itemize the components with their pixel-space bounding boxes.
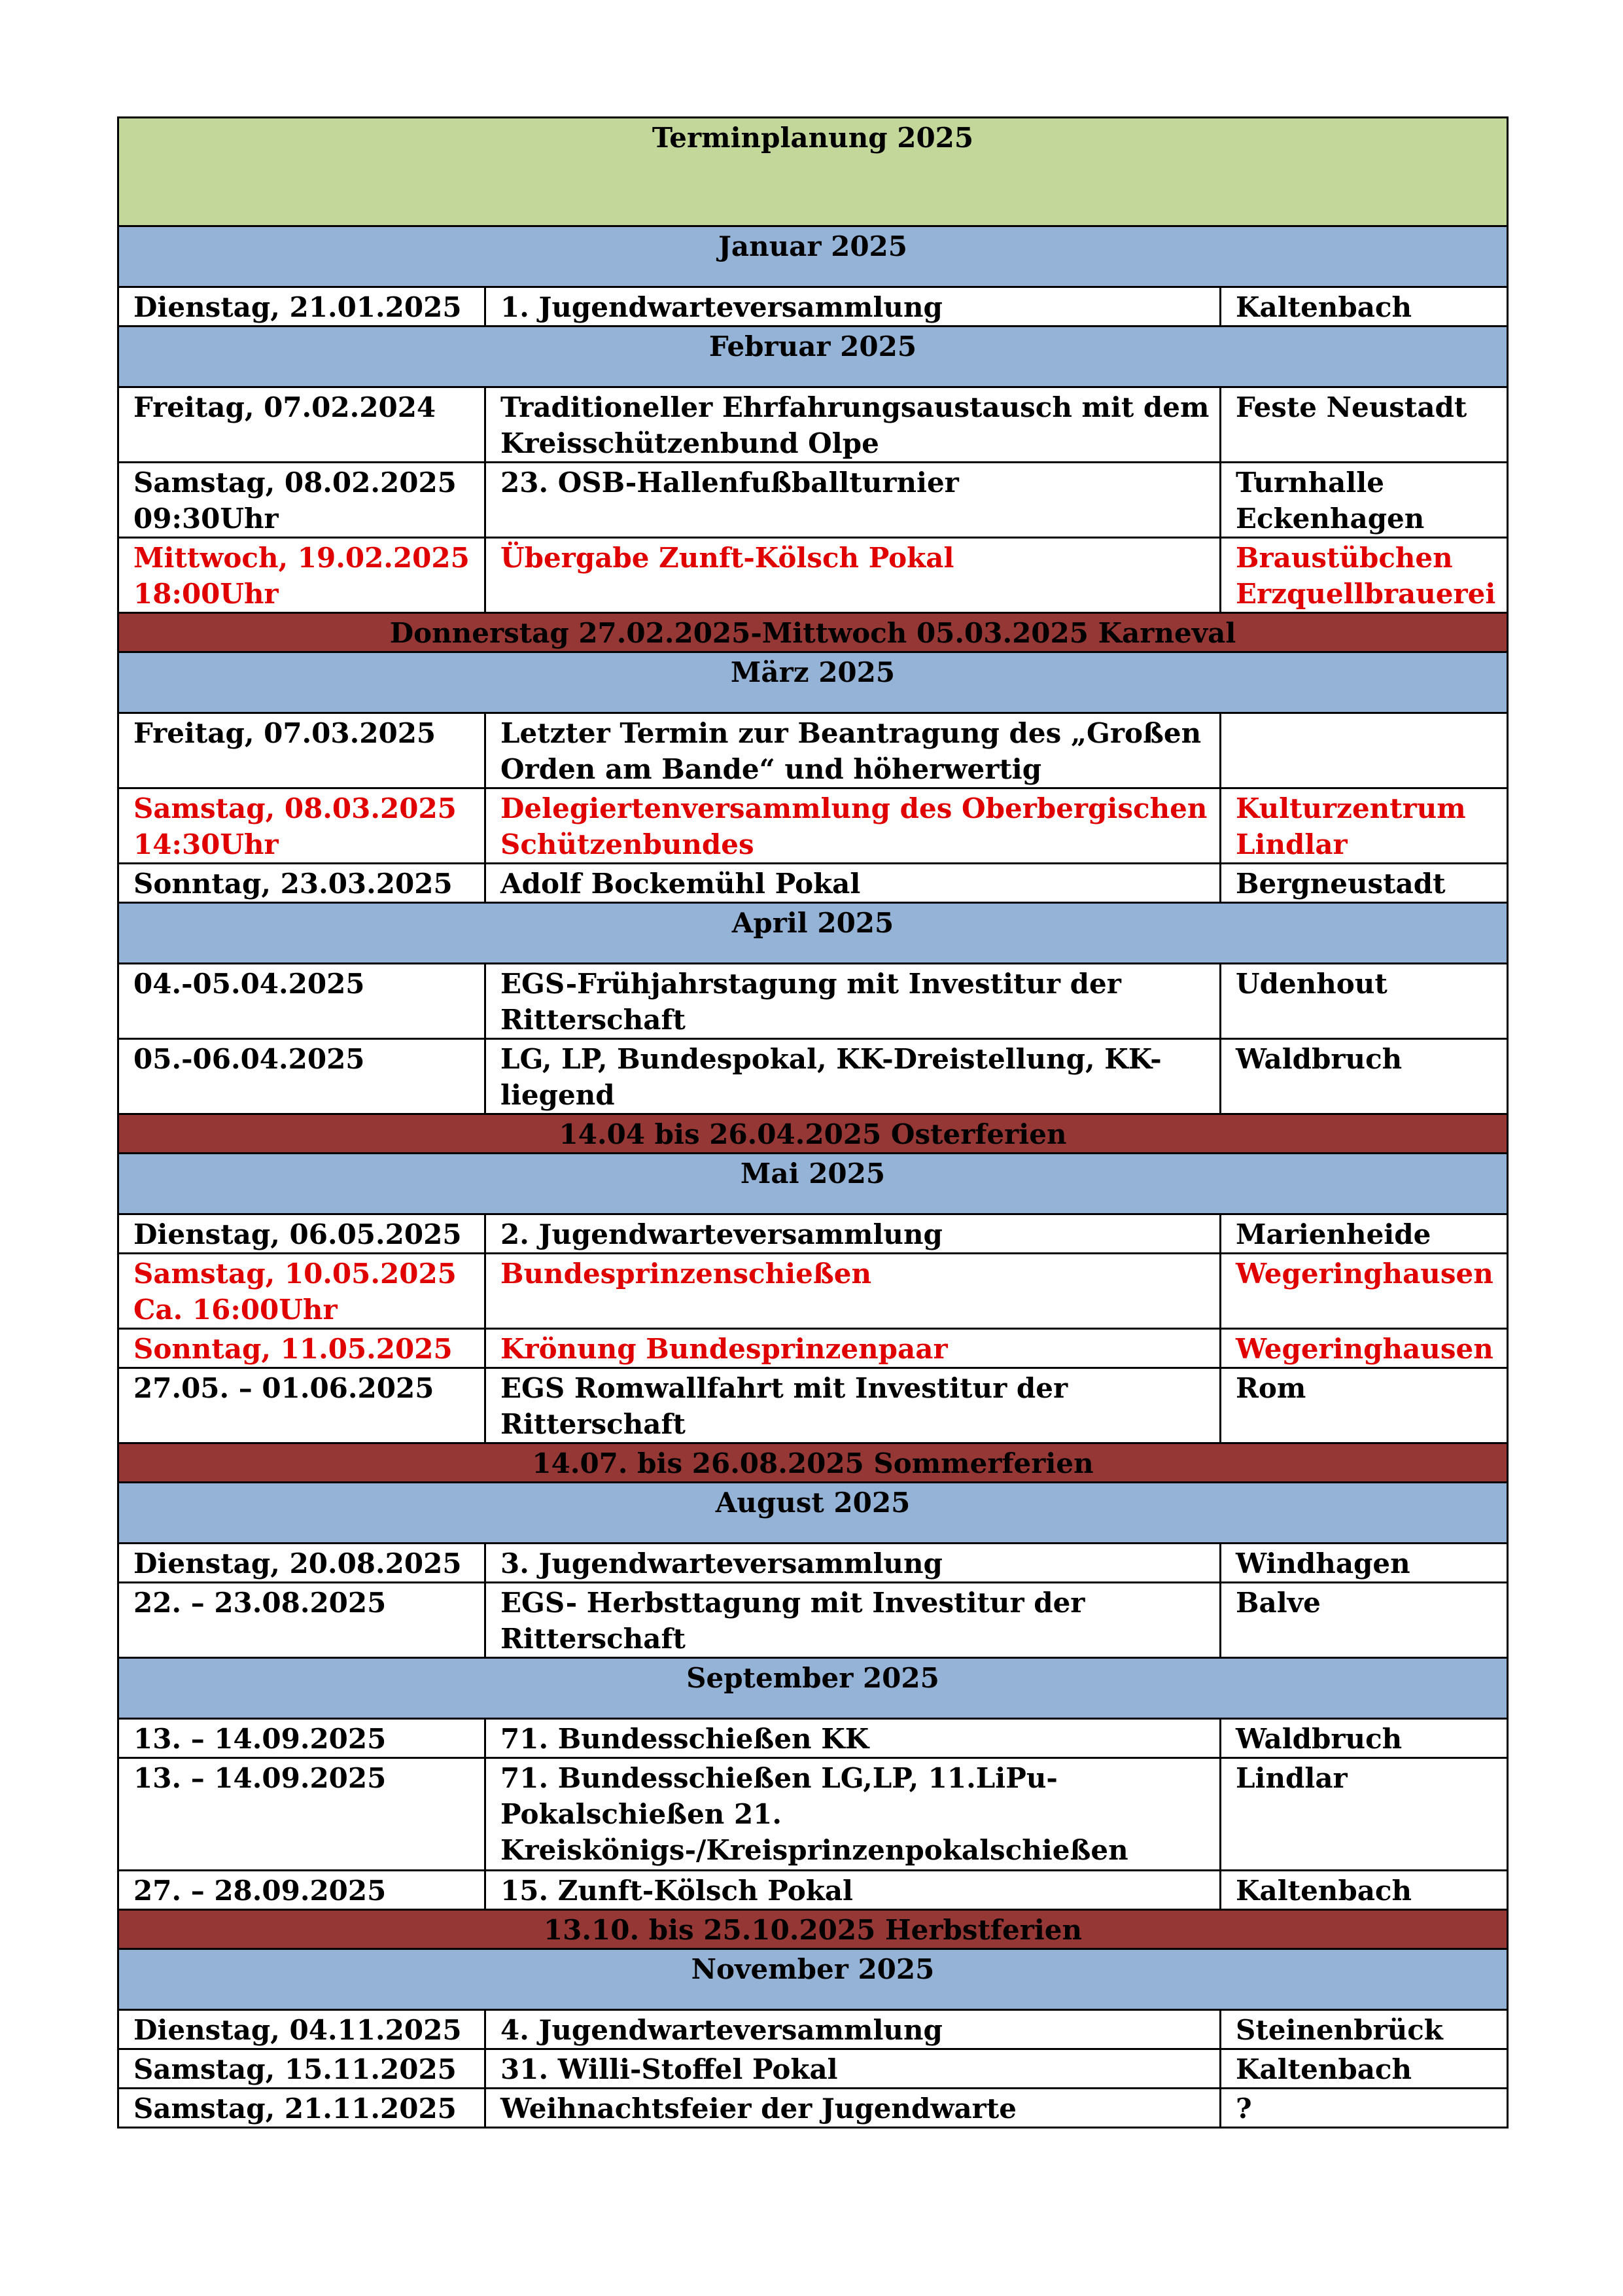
- event-title-text: LG, LP, Bundespokal, KK-Dreistellung, KK-liegend: [500, 1043, 1162, 1111]
- event-row: [118, 1254, 1508, 1329]
- event-title: [485, 864, 1221, 903]
- event-date: [118, 1719, 485, 1758]
- event-title: [485, 387, 1221, 463]
- event-title: [485, 1544, 1221, 1583]
- event-title: [485, 2049, 1221, 2089]
- event-location: [1221, 788, 1508, 864]
- event-location: [1221, 1254, 1508, 1329]
- event-row: [118, 864, 1508, 903]
- event-location: [1221, 1583, 1508, 1658]
- event-date-text: Samstag, 08.03.2025 14:30Uhr: [133, 792, 457, 860]
- event-title: [485, 788, 1221, 864]
- event-title-text: Traditioneller Ehrfahrungsaustausch mit dem Kreisschützenbund Olpe: [500, 391, 1210, 459]
- event-title: [485, 1871, 1221, 1910]
- event-date-text: Samstag, 21.11.2025: [133, 2093, 457, 2125]
- event-title-text: 2. Jugendwarteversammlung: [500, 1218, 943, 1250]
- event-date: [118, 1871, 485, 1910]
- event-location-text: Wegeringhausen: [1236, 1333, 1493, 1365]
- event-title: [485, 1039, 1221, 1114]
- event-title-text: 71. Bundesschießen KK: [500, 1723, 869, 1755]
- event-date: [118, 1758, 485, 1871]
- event-location: [1221, 387, 1508, 463]
- month-row: [118, 1154, 1508, 1214]
- event-row: [118, 1544, 1508, 1583]
- event-title: [485, 1583, 1221, 1658]
- event-date-text: 04.-05.04.2025: [133, 968, 365, 1000]
- event-date: [118, 538, 485, 613]
- event-location: [1221, 2049, 1508, 2089]
- month-heading: Mai 2025: [118, 1154, 1508, 1214]
- event-title-text: EGS Romwallfahrt mit Investitur der Ritterschaft: [500, 1372, 1068, 1440]
- event-date-text: Dienstag, 20.08.2025: [133, 1547, 462, 1580]
- event-location-text: Kaltenbach: [1236, 291, 1412, 323]
- event-row: [118, 463, 1508, 538]
- event-row: [118, 1719, 1508, 1758]
- event-title-text: 3. Jugendwarteversammlung: [500, 1547, 943, 1580]
- title-row: [118, 118, 1508, 226]
- month-row: [118, 1658, 1508, 1719]
- event-row: [118, 1039, 1508, 1114]
- holiday-banner-row: [118, 1114, 1508, 1154]
- event-title-text: 71. Bundesschießen LG,LP, 11.LiPu-Pokalschießen 21. Kreiskönigs-/Kreisprinzenpokalschießen: [500, 1762, 1128, 1866]
- event-location-text: ?: [1236, 2093, 1252, 2125]
- event-date: [118, 2089, 485, 2128]
- event-location-text: Kaltenbach: [1236, 2053, 1412, 2085]
- event-location-text: Waldbruch: [1236, 1043, 1403, 1075]
- event-title: [485, 964, 1221, 1039]
- month-row: [118, 652, 1508, 713]
- holiday-banner-row: [118, 613, 1508, 652]
- event-date-text: 13. – 14.09.2025: [133, 1762, 387, 1794]
- month-heading: September 2025: [118, 1658, 1508, 1719]
- event-date: [118, 1039, 485, 1114]
- event-location-text: Lindlar: [1236, 1762, 1348, 1794]
- month-heading: Januar 2025: [118, 226, 1508, 287]
- event-date: [118, 788, 485, 864]
- event-location-text: Feste Neustadt: [1236, 391, 1467, 423]
- event-location: [1221, 538, 1508, 613]
- month-row: [118, 1949, 1508, 2010]
- event-date-text: Samstag, 10.05.2025 Ca. 16:00Uhr: [133, 1258, 457, 1326]
- event-row: [118, 1871, 1508, 1910]
- event-date: [118, 2010, 485, 2049]
- event-title: [485, 463, 1221, 538]
- event-title: [485, 1758, 1221, 1871]
- event-title: [485, 1254, 1221, 1329]
- event-row: [118, 1583, 1508, 1658]
- event-location-text: Rom: [1236, 1372, 1306, 1404]
- event-location-text: Turnhalle Eckenhagen: [1236, 467, 1425, 535]
- event-row: [118, 1329, 1508, 1368]
- event-date-text: Sonntag, 23.03.2025: [133, 868, 453, 900]
- month-heading: August 2025: [118, 1483, 1508, 1544]
- event-title-text: Adolf Bockemühl Pokal: [500, 868, 861, 900]
- event-location: [1221, 713, 1508, 788]
- event-location-text: Waldbruch: [1236, 1723, 1403, 1755]
- event-date-text: 05.-06.04.2025: [133, 1043, 365, 1075]
- event-title-text: Weihnachtsfeier der Jugendwarte: [500, 2093, 1017, 2125]
- month-row: [118, 226, 1508, 287]
- holiday-banner: 13.10. bis 25.10.2025 Herbstferien: [118, 1910, 1508, 1949]
- event-title: [485, 1214, 1221, 1254]
- event-row: [118, 538, 1508, 613]
- event-title: [485, 2010, 1221, 2049]
- event-date: [118, 864, 485, 903]
- event-date: [118, 287, 485, 327]
- event-location-text: Windhagen: [1236, 1547, 1410, 1580]
- event-date-text: Dienstag, 06.05.2025: [133, 1218, 462, 1250]
- event-location-text: Bergneustadt: [1236, 868, 1446, 900]
- event-title: [485, 2089, 1221, 2128]
- holiday-banner: 14.07. bis 26.08.2025 Sommerferien: [118, 1443, 1508, 1483]
- event-location-text: Marienheide: [1236, 1218, 1431, 1250]
- schedule-body: [118, 118, 1508, 2128]
- event-date: [118, 964, 485, 1039]
- event-date-text: Dienstag, 04.11.2025: [133, 2014, 462, 2046]
- event-location-text: Steinenbrück: [1236, 2014, 1443, 2046]
- event-row: [118, 2089, 1508, 2128]
- event-location: [1221, 1544, 1508, 1583]
- event-title-text: Übergabe Zunft-Kölsch Pokal: [500, 542, 954, 574]
- month-heading: Februar 2025: [118, 327, 1508, 387]
- event-location: [1221, 1039, 1508, 1114]
- event-date: [118, 387, 485, 463]
- month-heading: April 2025: [118, 903, 1508, 964]
- event-location: [1221, 1368, 1508, 1443]
- event-date-text: Sonntag, 11.05.2025: [133, 1333, 453, 1365]
- event-location-text: Udenhout: [1236, 968, 1387, 1000]
- event-location-text: Kulturzentrum Lindlar: [1236, 792, 1466, 860]
- holiday-banner-row: [118, 1910, 1508, 1949]
- event-title-text: Bundesprinzenschießen: [500, 1258, 871, 1290]
- event-date: [118, 1254, 485, 1329]
- event-title-text: 1. Jugendwarteversammlung: [500, 291, 943, 323]
- event-date: [118, 2049, 485, 2089]
- event-row: [118, 1368, 1508, 1443]
- month-row: [118, 327, 1508, 387]
- event-row: [118, 1758, 1508, 1871]
- event-title-text: Delegiertenversammlung des Oberbergischen Schützenbundes: [500, 792, 1208, 860]
- event-date-text: Mittwoch, 19.02.2025 18:00Uhr: [133, 542, 470, 610]
- page-title: Terminplanung 2025: [118, 118, 1508, 226]
- event-location: [1221, 287, 1508, 327]
- month-row: [118, 1483, 1508, 1544]
- event-title-text: 23. OSB-Hallenfußballturnier: [500, 467, 959, 499]
- event-date-text: Samstag, 15.11.2025: [133, 2053, 457, 2085]
- event-location: [1221, 1719, 1508, 1758]
- holiday-banner: Donnerstag 27.02.2025-Mittwoch 05.03.2025 Karneval: [118, 613, 1508, 652]
- event-row: [118, 788, 1508, 864]
- event-title: [485, 1329, 1221, 1368]
- event-row: [118, 713, 1508, 788]
- event-location: [1221, 2010, 1508, 2049]
- event-location: [1221, 1871, 1508, 1910]
- month-heading: November 2025: [118, 1949, 1508, 2010]
- event-date-text: Freitag, 07.03.2025: [133, 717, 436, 749]
- event-date: [118, 1329, 485, 1368]
- event-location: [1221, 463, 1508, 538]
- event-date-text: 27. – 28.09.2025: [133, 1875, 387, 1907]
- event-location-text: Balve: [1236, 1587, 1321, 1619]
- event-location: [1221, 1214, 1508, 1254]
- event-date: [118, 713, 485, 788]
- event-title: [485, 713, 1221, 788]
- event-location: [1221, 964, 1508, 1039]
- event-location-text: Braustübchen Erzquellbrauerei: [1236, 542, 1496, 610]
- event-location-text: Wegeringhausen: [1236, 1258, 1493, 1290]
- holiday-banner: 14.04 bis 26.04.2025 Osterferien: [118, 1114, 1508, 1154]
- event-title-text: EGS- Herbsttagung mit Investitur der Ritterschaft: [500, 1587, 1085, 1655]
- event-date-text: Dienstag, 21.01.2025: [133, 291, 462, 323]
- event-date-text: Samstag, 08.02.2025 09:30Uhr: [133, 467, 457, 535]
- event-title-text: Letzter Termin zur Beantragung des „Großen Orden am Bande“ und höherwertig: [500, 717, 1202, 785]
- event-date-text: 27.05. – 01.06.2025: [133, 1372, 434, 1404]
- event-row: [118, 2010, 1508, 2049]
- event-location: [1221, 864, 1508, 903]
- event-date: [118, 1583, 485, 1658]
- event-title: [485, 1368, 1221, 1443]
- schedule-table: [117, 116, 1509, 2128]
- event-title: [485, 1719, 1221, 1758]
- event-title-text: 31. Willi-Stoffel Pokal: [500, 2053, 838, 2085]
- event-title-text: Krönung Bundesprinzenpaar: [500, 1333, 948, 1365]
- event-location: [1221, 1758, 1508, 1871]
- event-date-text: 22. – 23.08.2025: [133, 1587, 387, 1619]
- event-date: [118, 1214, 485, 1254]
- month-heading: März 2025: [118, 652, 1508, 713]
- event-title: [485, 287, 1221, 327]
- event-row: [118, 287, 1508, 327]
- event-row: [118, 2049, 1508, 2089]
- event-row: [118, 1214, 1508, 1254]
- event-date: [118, 1544, 485, 1583]
- event-location-text: Kaltenbach: [1236, 1875, 1412, 1907]
- event-date-text: 13. – 14.09.2025: [133, 1723, 387, 1755]
- event-location: [1221, 2089, 1508, 2128]
- event-location: [1221, 1329, 1508, 1368]
- event-date: [118, 463, 485, 538]
- event-title-text: 4. Jugendwarteversammlung: [500, 2014, 943, 2046]
- event-date-text: Freitag, 07.02.2024: [133, 391, 436, 423]
- holiday-banner-row: [118, 1443, 1508, 1483]
- event-title-text: EGS-Frühjahrstagung mit Investitur der Ritterschaft: [500, 968, 1121, 1036]
- event-title: [485, 538, 1221, 613]
- event-date: [118, 1368, 485, 1443]
- event-row: [118, 964, 1508, 1039]
- month-row: [118, 903, 1508, 964]
- event-title-text: 15. Zunft-Kölsch Pokal: [500, 1875, 853, 1907]
- event-row: [118, 387, 1508, 463]
